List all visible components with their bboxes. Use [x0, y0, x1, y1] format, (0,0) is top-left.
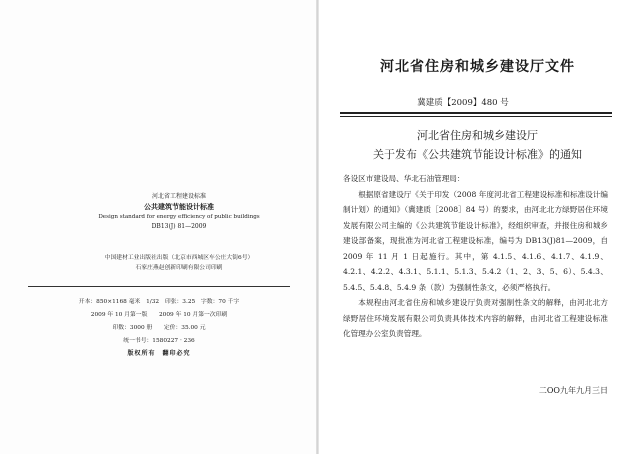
divider-rule — [28, 286, 290, 287]
cip-english-title: Design standard for energy efficiency of public buildings — [98, 214, 260, 220]
header-rule-thick — [340, 112, 612, 114]
notice-addressee: 各设区市建设局、华北石油管理局： — [343, 174, 465, 183]
cip-title: 公共建筑节能设计标准 — [144, 202, 214, 211]
publication-meta — [28, 296, 290, 348]
print-run-line: 印数：3000 册 定价：35.00 元 — [112, 325, 206, 331]
cip-series: 河北省工程建设标准 — [151, 193, 206, 200]
document-header: 河北省住房和城乡建设厅文件 — [380, 59, 575, 75]
notice-paragraph-2: 本规程由河北省住房和城乡建设厅负责对强制性条文的解释，由河北北方绿野居住环境发展有限公司负责具体技术内容的解释，由河北省工程建设标准化管理办公室负责管理。 — [343, 298, 608, 338]
notice-paragraph-1: 根据原省建设厅《关于印发（2008 年度河北省工程建设标准和标准设计编制计划）的通知》（冀建质［2008］84 号）的要求，由河北北方绿野居住环境发展有限公司主编的《公共建筑节能设计标准》，经组织审查，并报住房和城乡建设部备案，现批准为河北省工程建设标准，编号为 DB13(J)81—2009，自 2009 年 11 月 1 日起施行。其中，第 4.1.5、4.1.6、4.1.7、4.1.9、4.2.1、4.2.2、4.3.1、5.1.1、5.1.3、5.4.2（1、2、3、5、6）、5.4.3、5.4.5、5.4.8、5.4.9 条（款）为强制性条文，必须严格执行。 — [343, 189, 608, 292]
notice-body — [343, 171, 608, 342]
edition-line: 2009 年 10 月第一版 2009 年 10 月第一次印刷 — [90, 312, 228, 318]
format-line: 开本：850×1168 毫米 1/32 印张：3.25 字数：70 千字 — [78, 299, 240, 305]
cip-standard-code: DB13(J) 81—2009 — [151, 223, 207, 230]
printer-line: 石家庄燕赵创新印刷有限公司印刷 — [135, 265, 223, 271]
notice-organization: 河北省住房和城乡建设厅 — [417, 129, 538, 142]
notice-date: 二OO九年九月三日 — [538, 386, 608, 395]
rights-notice: 版权所有 翻印必究 — [127, 350, 191, 357]
isbn-line: 统一书号：1580227 · 236 — [123, 338, 195, 344]
publisher-block — [58, 253, 300, 273]
header-rule-thin — [340, 116, 612, 117]
publisher-line: 中国建材工业出版社出版（北京市西城区车公庄大街6号） — [104, 255, 254, 261]
document-number: 冀建质【2009】480 号 — [417, 98, 509, 108]
notice-title: 关于发布《公共建筑节能设计标准》的通知 — [373, 148, 582, 161]
cip-data-block — [64, 192, 294, 232]
